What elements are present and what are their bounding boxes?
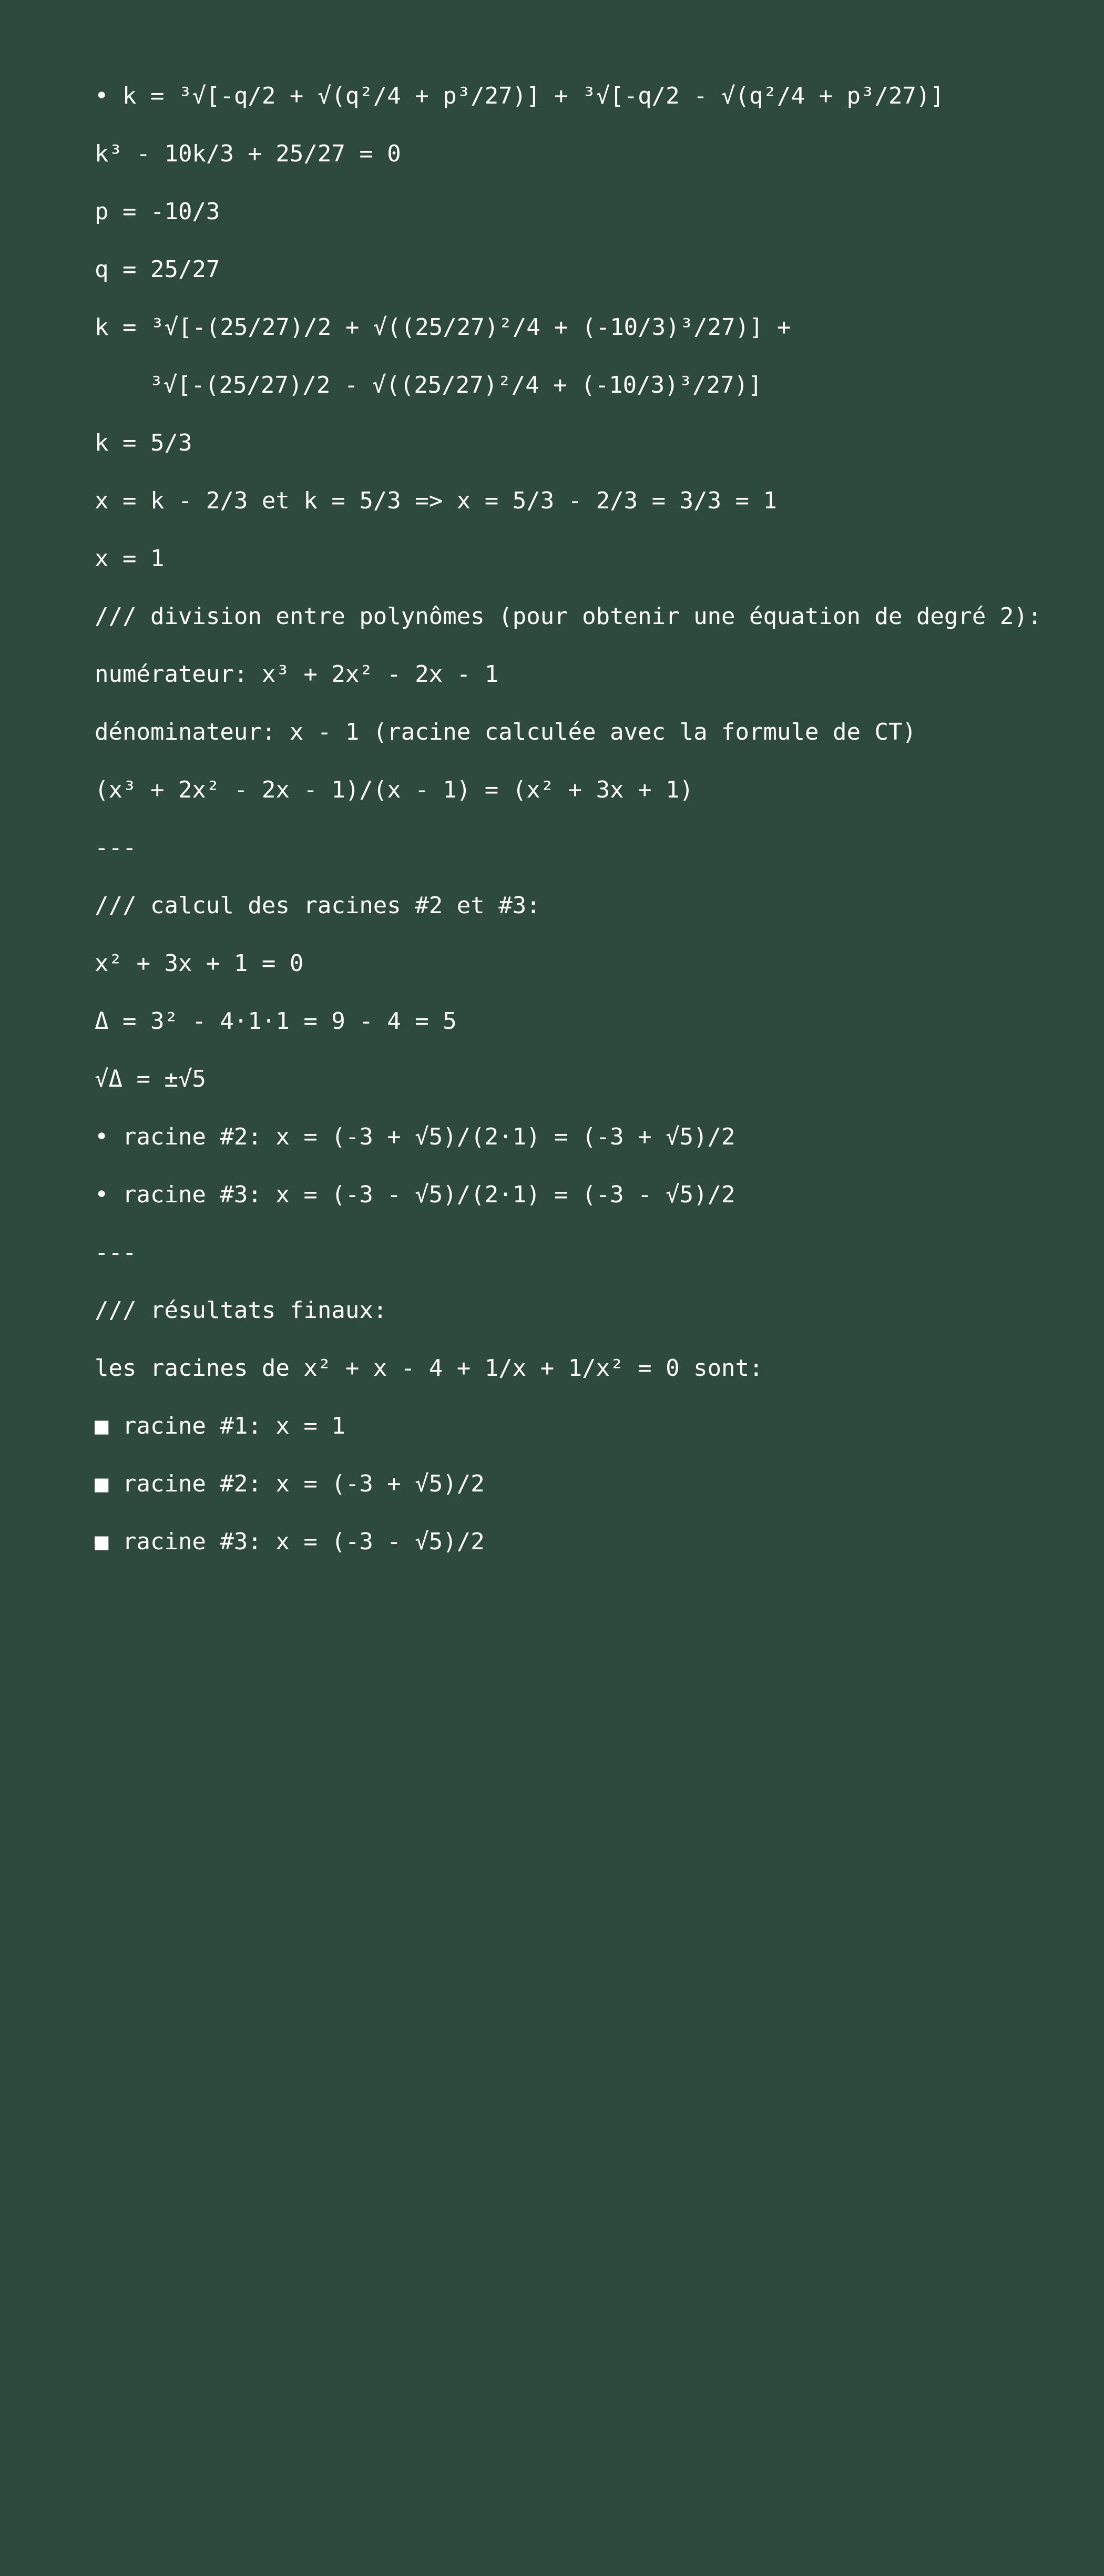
- equation-line: (x³ + 2x² - 2x - 1)/(x - 1) = (x² + 3x + 1): [95, 776, 694, 803]
- separator: ---: [95, 834, 137, 861]
- equation-line: x = k - 2/3 et k = 5/3 => x = 5/3 - 2/3 = 3/3 = 1: [95, 487, 778, 514]
- equation-line: p = -10/3: [95, 198, 220, 225]
- equation-line: x = 1: [95, 545, 165, 572]
- bullet-line: • racine #3: x = (-3 - √5)/(2·1) = (-3 - √5)/2: [95, 1181, 735, 1208]
- equation-line: √Δ = ±√5: [95, 1066, 206, 1092]
- separator: ---: [95, 1239, 137, 1266]
- equation-line: les racines de x² + x - 4 + 1/x + 1/x² = 0 sont:: [95, 1355, 763, 1382]
- equation-line: k = 5/3: [95, 430, 192, 456]
- section-heading: /// résultats finaux:: [95, 1297, 387, 1324]
- equation-line: numérateur: x³ + 2x² - 2x - 1: [95, 661, 499, 688]
- equation-continuation-line: ³√[-(25/27)/2 - √((25/27)²/4 + (-10/3)³/27)]: [149, 372, 762, 398]
- equation-line: Δ = 3² - 4·1·1 = 9 - 4 = 5: [95, 1008, 457, 1035]
- equation-line: x² + 3x + 1 = 0: [95, 950, 304, 977]
- section-heading: /// calcul des racines #2 et #3:: [95, 892, 540, 919]
- result-item: ■ racine #2: x = (-3 + √5)/2: [95, 1470, 485, 1497]
- equation-line: dénominateur: x - 1 (racine calculée avec la formule de CT): [95, 719, 916, 745]
- result-item: ■ racine #3: x = (-3 - √5)/2: [95, 1528, 485, 1555]
- equation-line: q = 25/27: [95, 256, 220, 283]
- equation-line: k = ³√[-(25/27)/2 + √((25/27)²/4 + (-10/3)³/27)] +: [95, 314, 791, 341]
- result-item: ■ racine #1: x = 1: [95, 1413, 345, 1439]
- document-body: [95, 67, 1083, 1571]
- section-heading: /// division entre polynômes (pour obtenir une équation de degré 2):: [95, 603, 1042, 630]
- bullet-line: • racine #2: x = (-3 + √5)/(2·1) = (-3 + √5)/2: [95, 1123, 735, 1150]
- formula-line: • k = ³√[-q/2 + √(q²/4 + p³/27)] + ³√[-q/2 - √(q²/4 + p³/27)]: [95, 83, 944, 109]
- equation-line: k³ - 10k/3 + 25/27 = 0: [95, 140, 401, 167]
